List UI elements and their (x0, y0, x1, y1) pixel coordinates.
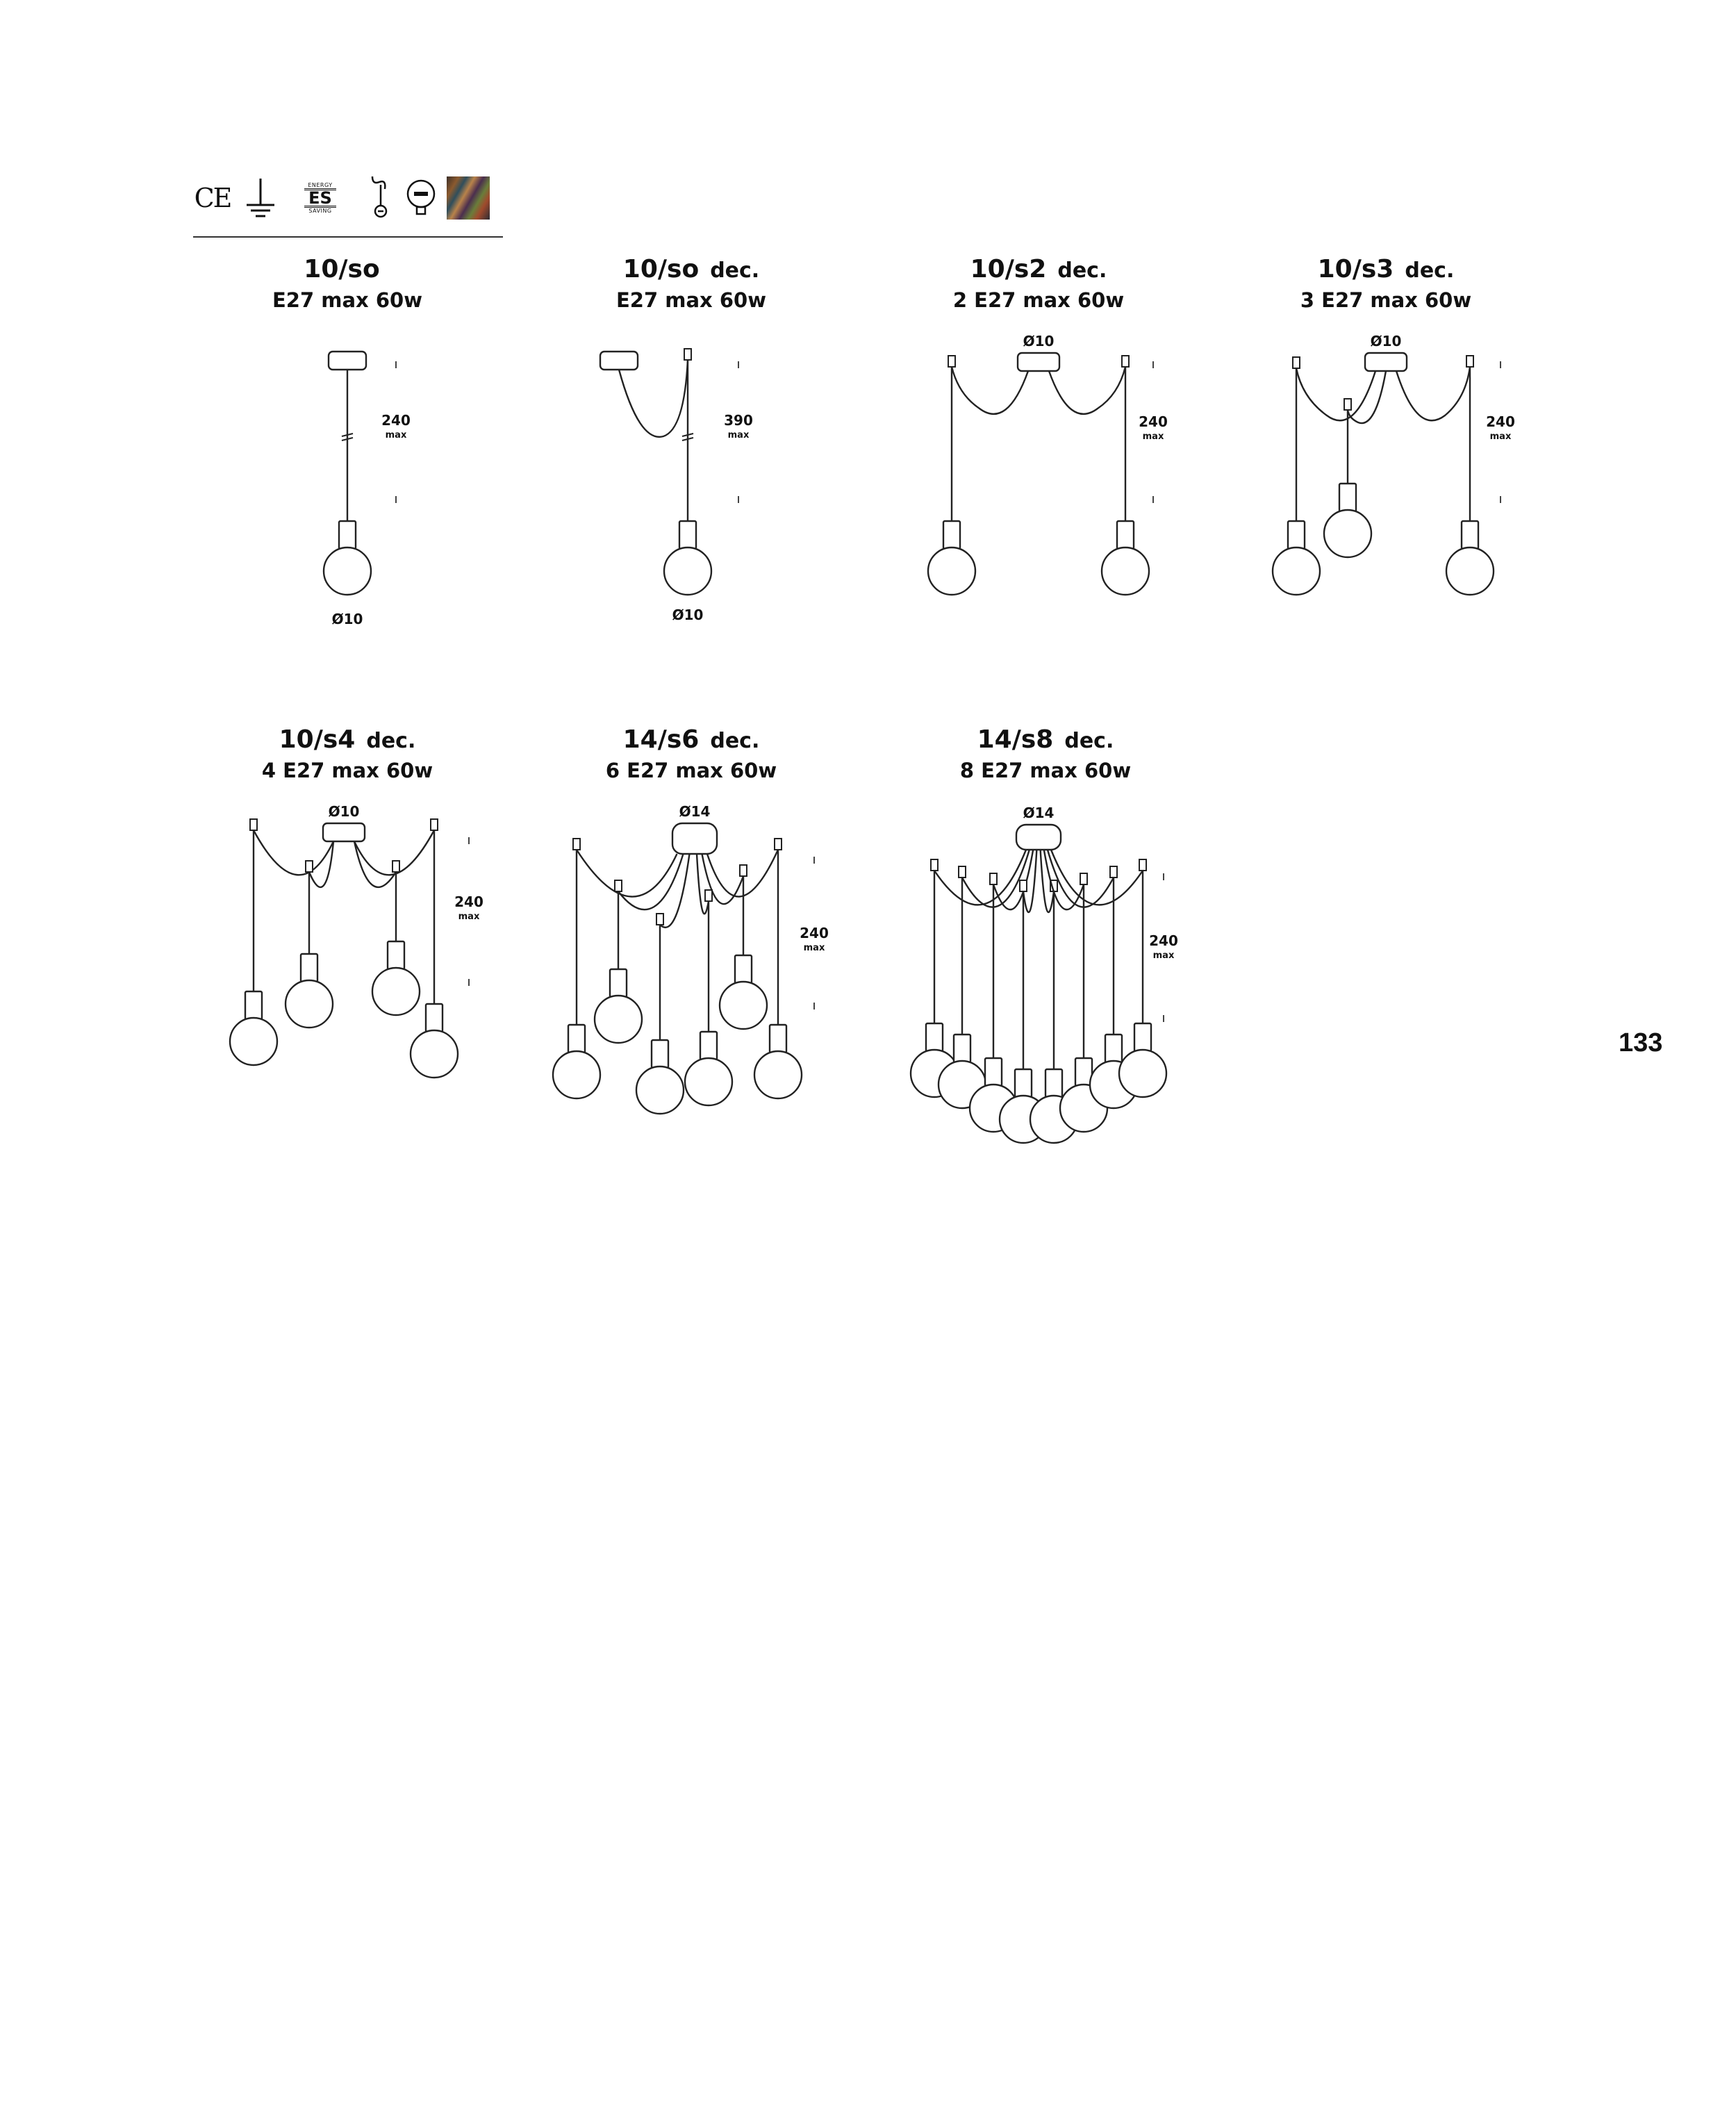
cable-swag (697, 854, 709, 914)
bulb-globe (685, 1058, 732, 1105)
diameter-label: Ø10 (1370, 333, 1402, 349)
ceiling-hook (1466, 356, 1473, 367)
product-drawing (229, 796, 483, 1115)
bulb-globe (664, 547, 711, 595)
ceiling-hook (990, 873, 997, 884)
product-suffix: dec. (710, 258, 760, 283)
product-spec: E27 max 60w (272, 288, 422, 312)
ceiling-hook (684, 349, 691, 360)
product-drawing (556, 796, 827, 1129)
ceiling-hook (573, 839, 580, 850)
lamp-holder (943, 521, 960, 549)
diameter-label: Ø14 (1023, 805, 1055, 821)
height-dimension: 240 (1149, 932, 1178, 949)
bulb-globe (411, 1030, 458, 1078)
product-title (229, 726, 465, 755)
bulb-globe (1324, 510, 1371, 557)
lamp-holder (770, 1025, 786, 1053)
height-unit: max (458, 912, 480, 922)
product-14-s8-dec (907, 726, 1184, 1129)
product-10-s4-dec (229, 725, 483, 1115)
product-header (556, 726, 827, 783)
product-header (924, 256, 1153, 313)
product-suffix: dec. (1064, 729, 1114, 753)
bulb-globe (928, 547, 975, 595)
product-title (556, 726, 827, 755)
ceiling-rose (1018, 353, 1059, 371)
lamp-holder (1045, 1069, 1062, 1097)
product-code: 14/s8 (977, 725, 1054, 754)
bulb-globe (553, 1051, 600, 1098)
product-drawing (907, 796, 1184, 1143)
height-unit: max (1152, 950, 1175, 961)
lamp-holder (926, 1023, 943, 1051)
bulb-globe (1446, 547, 1494, 595)
lamp-holder (339, 521, 356, 549)
bulb-globe (595, 996, 642, 1043)
ceiling-hook (431, 819, 438, 830)
product-14-s6-dec (556, 726, 827, 1115)
ceiling-rose (600, 352, 638, 370)
ceiling-hook (1020, 880, 1027, 891)
bulb-globe (286, 980, 333, 1028)
product-drawing (243, 325, 452, 645)
ceiling-rose (1365, 353, 1407, 371)
ceiling-hook (775, 839, 782, 850)
bulb-globe (720, 982, 767, 1029)
height-unit: max (803, 943, 825, 953)
lamp-holder (1288, 521, 1305, 549)
product-spec: 3 E27 max 60w (1300, 288, 1472, 312)
diameter-label: Ø10 (328, 803, 360, 820)
product-10-s3-dec (1271, 255, 1515, 645)
product-code: 10/so (304, 255, 380, 283)
lamp-holder (426, 1004, 443, 1032)
energy-saving-icon (290, 174, 350, 222)
lamp-holder (568, 1025, 585, 1053)
ceiling-hook (1344, 399, 1351, 410)
height-unit: max (1142, 431, 1164, 442)
bulb-globe (1273, 547, 1320, 595)
divider-rule (193, 236, 503, 238)
product-spec: E27 max 60w (616, 288, 766, 312)
ceiling-hook (1122, 356, 1129, 367)
bulb-globe (636, 1066, 684, 1114)
ceiling-hook (656, 914, 663, 925)
product-header (907, 726, 1184, 783)
ground-icon (243, 174, 278, 222)
product-10-so (243, 256, 452, 645)
lamp-holder (1105, 1035, 1122, 1062)
height-dimension: 240 (1139, 413, 1168, 430)
cable-swag (952, 367, 1028, 414)
product-code: 10/s3 (1317, 255, 1394, 283)
lamp-holder (679, 521, 696, 549)
product-code: 10/s2 (970, 255, 1047, 283)
height-unit: max (385, 430, 407, 440)
energy-label: ENERGY (308, 182, 333, 188)
cable-swag (1051, 850, 1143, 905)
lamp-holder (700, 1032, 717, 1060)
product-drawing (1271, 325, 1515, 645)
product-10-s2-dec (924, 255, 1168, 645)
product-10-so-dec (587, 256, 795, 645)
product-code: 10/s4 (279, 725, 356, 754)
height-dimension: 240 (381, 412, 411, 429)
bulb-globe (372, 968, 420, 1015)
product-spec: 6 E27 max 60w (605, 759, 777, 782)
product-title (1271, 256, 1501, 285)
product-title (243, 256, 452, 285)
cable-swag (1049, 367, 1125, 414)
bulb-globe (1119, 1050, 1166, 1097)
product-title (924, 256, 1153, 285)
ceiling-hook (1139, 859, 1146, 871)
cable-swag (254, 830, 333, 875)
product-suffix: dec. (1405, 258, 1455, 283)
product-header (243, 256, 452, 313)
product-drawing (924, 325, 1168, 645)
lamp-holder (1339, 484, 1356, 511)
bulb-globe (754, 1051, 802, 1098)
lamp-holder (1117, 521, 1134, 549)
ceiling-rose (672, 823, 717, 854)
lamp-holder (388, 941, 404, 969)
ceiling-rose (1016, 825, 1061, 850)
energy-mark: ES (304, 188, 336, 208)
page-number: 133 (1619, 1028, 1663, 1057)
ceiling-hook (740, 865, 747, 876)
lamp-holder (652, 1040, 668, 1068)
product-spec: 4 E27 max 60w (261, 759, 433, 782)
bulb-globe (324, 547, 371, 595)
hook-icon (365, 174, 396, 222)
product-code: 14/s6 (622, 725, 700, 754)
ceiling-rose (323, 823, 365, 841)
height-dimension: 390 (724, 412, 753, 429)
lamp-holder (1462, 521, 1478, 549)
diameter-label: Ø10 (331, 611, 363, 627)
certification-bar (193, 174, 506, 224)
bulb-globe (230, 1018, 277, 1065)
lamp-holder (954, 1035, 970, 1062)
diameter-label: Ø10 (672, 607, 704, 623)
cable-swag (354, 841, 396, 887)
cable-swag (660, 854, 690, 928)
cable-swag (1396, 367, 1470, 420)
ceiling-hook (1080, 873, 1087, 884)
ceiling-hook (615, 880, 622, 891)
product-suffix: dec. (1057, 258, 1107, 283)
product-header (1271, 256, 1501, 313)
cable-colour-swatch (447, 176, 490, 220)
product-drawing (587, 325, 795, 645)
ceiling-hook (959, 866, 966, 878)
lamp-holder (245, 991, 262, 1019)
height-unit: max (727, 430, 750, 440)
ceiling-hook (931, 859, 938, 871)
product-title (907, 726, 1184, 755)
height-unit: max (1489, 431, 1512, 442)
height-dimension: 240 (800, 925, 829, 941)
cable-swag (1296, 368, 1375, 420)
diameter-label: Ø10 (1023, 333, 1055, 349)
ceiling-rose (329, 352, 366, 370)
diameter-label: Ø14 (679, 803, 711, 820)
bulb-icon (403, 174, 439, 222)
lamp-holder (735, 955, 752, 983)
lamp-holder (610, 969, 627, 997)
cable-swag (934, 850, 1026, 905)
product-suffix: dec. (366, 729, 416, 753)
product-spec: 2 E27 max 60w (952, 288, 1125, 312)
product-code: 10/so (622, 255, 700, 283)
lamp-holder (985, 1058, 1002, 1086)
ceiling-hook (392, 861, 399, 872)
product-title (587, 256, 795, 285)
lamp-holder (1015, 1069, 1032, 1097)
product-header (587, 256, 795, 313)
bulb-globe (1102, 547, 1149, 595)
product-suffix: dec. (710, 729, 760, 753)
ce-mark-icon: CE (194, 183, 231, 213)
ceiling-hook (306, 861, 313, 872)
lamp-holder (1134, 1023, 1151, 1051)
ceiling-hook (705, 890, 712, 901)
cable-swag (577, 850, 677, 897)
ceiling-hook (250, 819, 257, 830)
saving-label: SAVING (308, 208, 332, 214)
height-dimension: 240 (1486, 413, 1515, 430)
ceiling-hook (1293, 357, 1300, 368)
product-spec: 8 E27 max 60w (959, 759, 1132, 782)
product-header (229, 726, 465, 783)
height-dimension: 240 (454, 893, 483, 910)
lamp-holder (301, 954, 317, 982)
ceiling-hook (1110, 866, 1117, 878)
cable-swag (619, 360, 688, 437)
ceiling-hook (948, 356, 955, 367)
